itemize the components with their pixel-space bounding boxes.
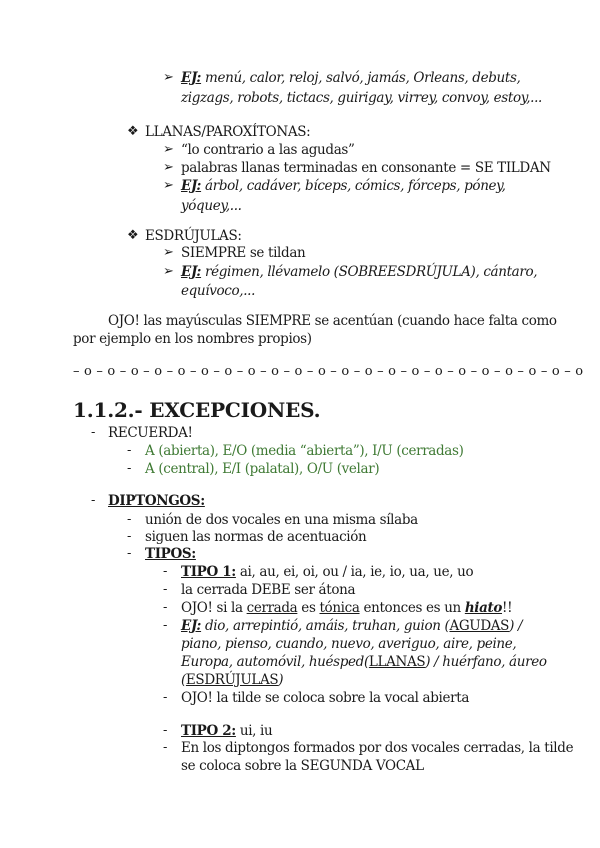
- dash-bullet-icon: -: [163, 618, 168, 633]
- note-line-2: por ejemplo en los nombres propios): [73, 331, 312, 347]
- diamond-bullet-icon: ❖: [127, 124, 139, 139]
- recuerda-label: RECUERDA!: [108, 425, 193, 441]
- agudas-examples-line2: zigzags, robots, tictacs, guirigay, virrey, convoy, estoy,...: [181, 90, 542, 106]
- llanas-item-1: “lo contrario a las agudas”: [181, 142, 355, 158]
- agudas-examples-line1: EJ: menú, calor, reloj, salvó, jamás, Orleans, debuts,: [181, 70, 521, 86]
- hiato-term: hiato: [464, 600, 503, 616]
- diamond-bullet-icon: ❖: [127, 228, 139, 243]
- esdrujulas-item-1: SIEMPRE se tildan: [181, 245, 306, 261]
- dash-bullet-icon: -: [127, 546, 132, 561]
- note-line-1: OJO! las mayúsculas SIEMPRE se acentúan (cuando hace falta como: [108, 313, 557, 329]
- tipo1-examples-line1: EJ: dio, arrepintió, amáis, truhan, guion (AGUDAS) /: [181, 618, 523, 634]
- dash-bullet-icon: -: [163, 723, 168, 738]
- tipo1-examples-line2: piano, pienso, cuando, nuevo, averiguo, aire, peine,: [181, 636, 517, 652]
- tipo1-tilde-note: OJO! la tilde se coloca sobre la vocal abierta: [181, 690, 470, 706]
- diptongos-item-1: unión de dos vocales en una misma sílaba: [145, 512, 418, 528]
- arrow-bullet-icon: ➢: [163, 264, 174, 279]
- dash-bullet-icon: -: [91, 493, 96, 508]
- dash-bullet-icon: -: [163, 740, 168, 755]
- tipo2-note-line1: En los diptongos formados por dos vocales cerradas, la tilde: [181, 740, 574, 756]
- recuerda-item-2: A (central), E/I (palatal), O/U (velar): [145, 461, 380, 477]
- tipo1-line: TIPO 1: ai, au, ei, oi, ou / ia, ie, io, ua, ue, uo: [181, 564, 474, 580]
- dash-bullet-icon: -: [163, 600, 168, 615]
- esdrujulas-examples-line1: EJ: régimen, llévamelo (SOBREESDRÚJULA), cántaro,: [181, 264, 538, 280]
- ej-label: EJ:: [181, 178, 202, 194]
- esdrujulas-examples-line2: equívoco,...: [181, 283, 256, 299]
- tipo2-label: TIPO 2:: [181, 723, 236, 739]
- diptongos-label: DIPTONGOS:: [108, 493, 205, 509]
- dash-bullet-icon: -: [91, 425, 96, 440]
- dash-bullet-icon: -: [127, 443, 132, 458]
- tipo1-ojo-hiato: OJO! si la cerrada es tónica entonces es un hiato!!: [181, 600, 513, 616]
- recuerda-item-1: A (abierta), E/O (media “abierta”), I/U (cerradas): [145, 443, 464, 459]
- tipo1-atona: la cerrada DEBE ser átona: [181, 582, 356, 598]
- arrow-bullet-icon: ➢: [163, 142, 174, 157]
- dash-bullet-icon: -: [127, 461, 132, 476]
- llanas-examples-line1: EJ: árbol, cadáver, bíceps, cómics, fórceps, póney,: [181, 178, 506, 194]
- tipos-label: TIPOS:: [145, 546, 196, 562]
- tipo1-examples-line4: (ESDRÚJULAS): [181, 672, 284, 688]
- tipo1-label: TIPO 1:: [181, 564, 236, 580]
- llanas-item-2: palabras llanas terminadas en consonante = SE TILDAN: [181, 160, 551, 176]
- arrow-bullet-icon: ➢: [163, 178, 174, 193]
- arrow-bullet-icon: ➢: [163, 160, 174, 175]
- esdrujulas-title: ESDRÚJULAS:: [145, 228, 242, 244]
- dash-bullet-icon: -: [163, 582, 168, 597]
- tipo1-examples-line3: Europa, automóvil, huésped(LLANAS) / huérfano, áureo: [181, 654, 547, 670]
- tipo2-line: TIPO 2: ui, iu: [181, 723, 273, 739]
- llanas-title: LLANAS/PAROXÍTONAS:: [145, 124, 311, 140]
- ej-label: EJ:: [181, 618, 202, 634]
- dash-bullet-icon: -: [127, 529, 132, 544]
- llanas-examples-line2: yóquey,...: [181, 198, 242, 214]
- dash-bullet-icon: -: [127, 512, 132, 527]
- dash-bullet-icon: -: [163, 564, 168, 579]
- section-separator: – o – o – o – o – o – o – o – o – o – o – o – o – o – o – o – o – o – o – o – o – o – o: [73, 364, 584, 379]
- dash-bullet-icon: -: [163, 690, 168, 705]
- arrow-bullet-icon: ➢: [163, 70, 174, 85]
- arrow-bullet-icon: ➢: [163, 245, 174, 260]
- ej-label: EJ:: [181, 264, 202, 280]
- tipo2-note-line2: se coloca sobre la SEGUNDA VOCAL: [181, 758, 424, 774]
- diptongos-item-2: siguen las normas de acentuación: [145, 529, 367, 545]
- section-heading: 1.1.2.- EXCEPCIONES.: [73, 398, 321, 422]
- ej-label: EJ:: [181, 70, 202, 86]
